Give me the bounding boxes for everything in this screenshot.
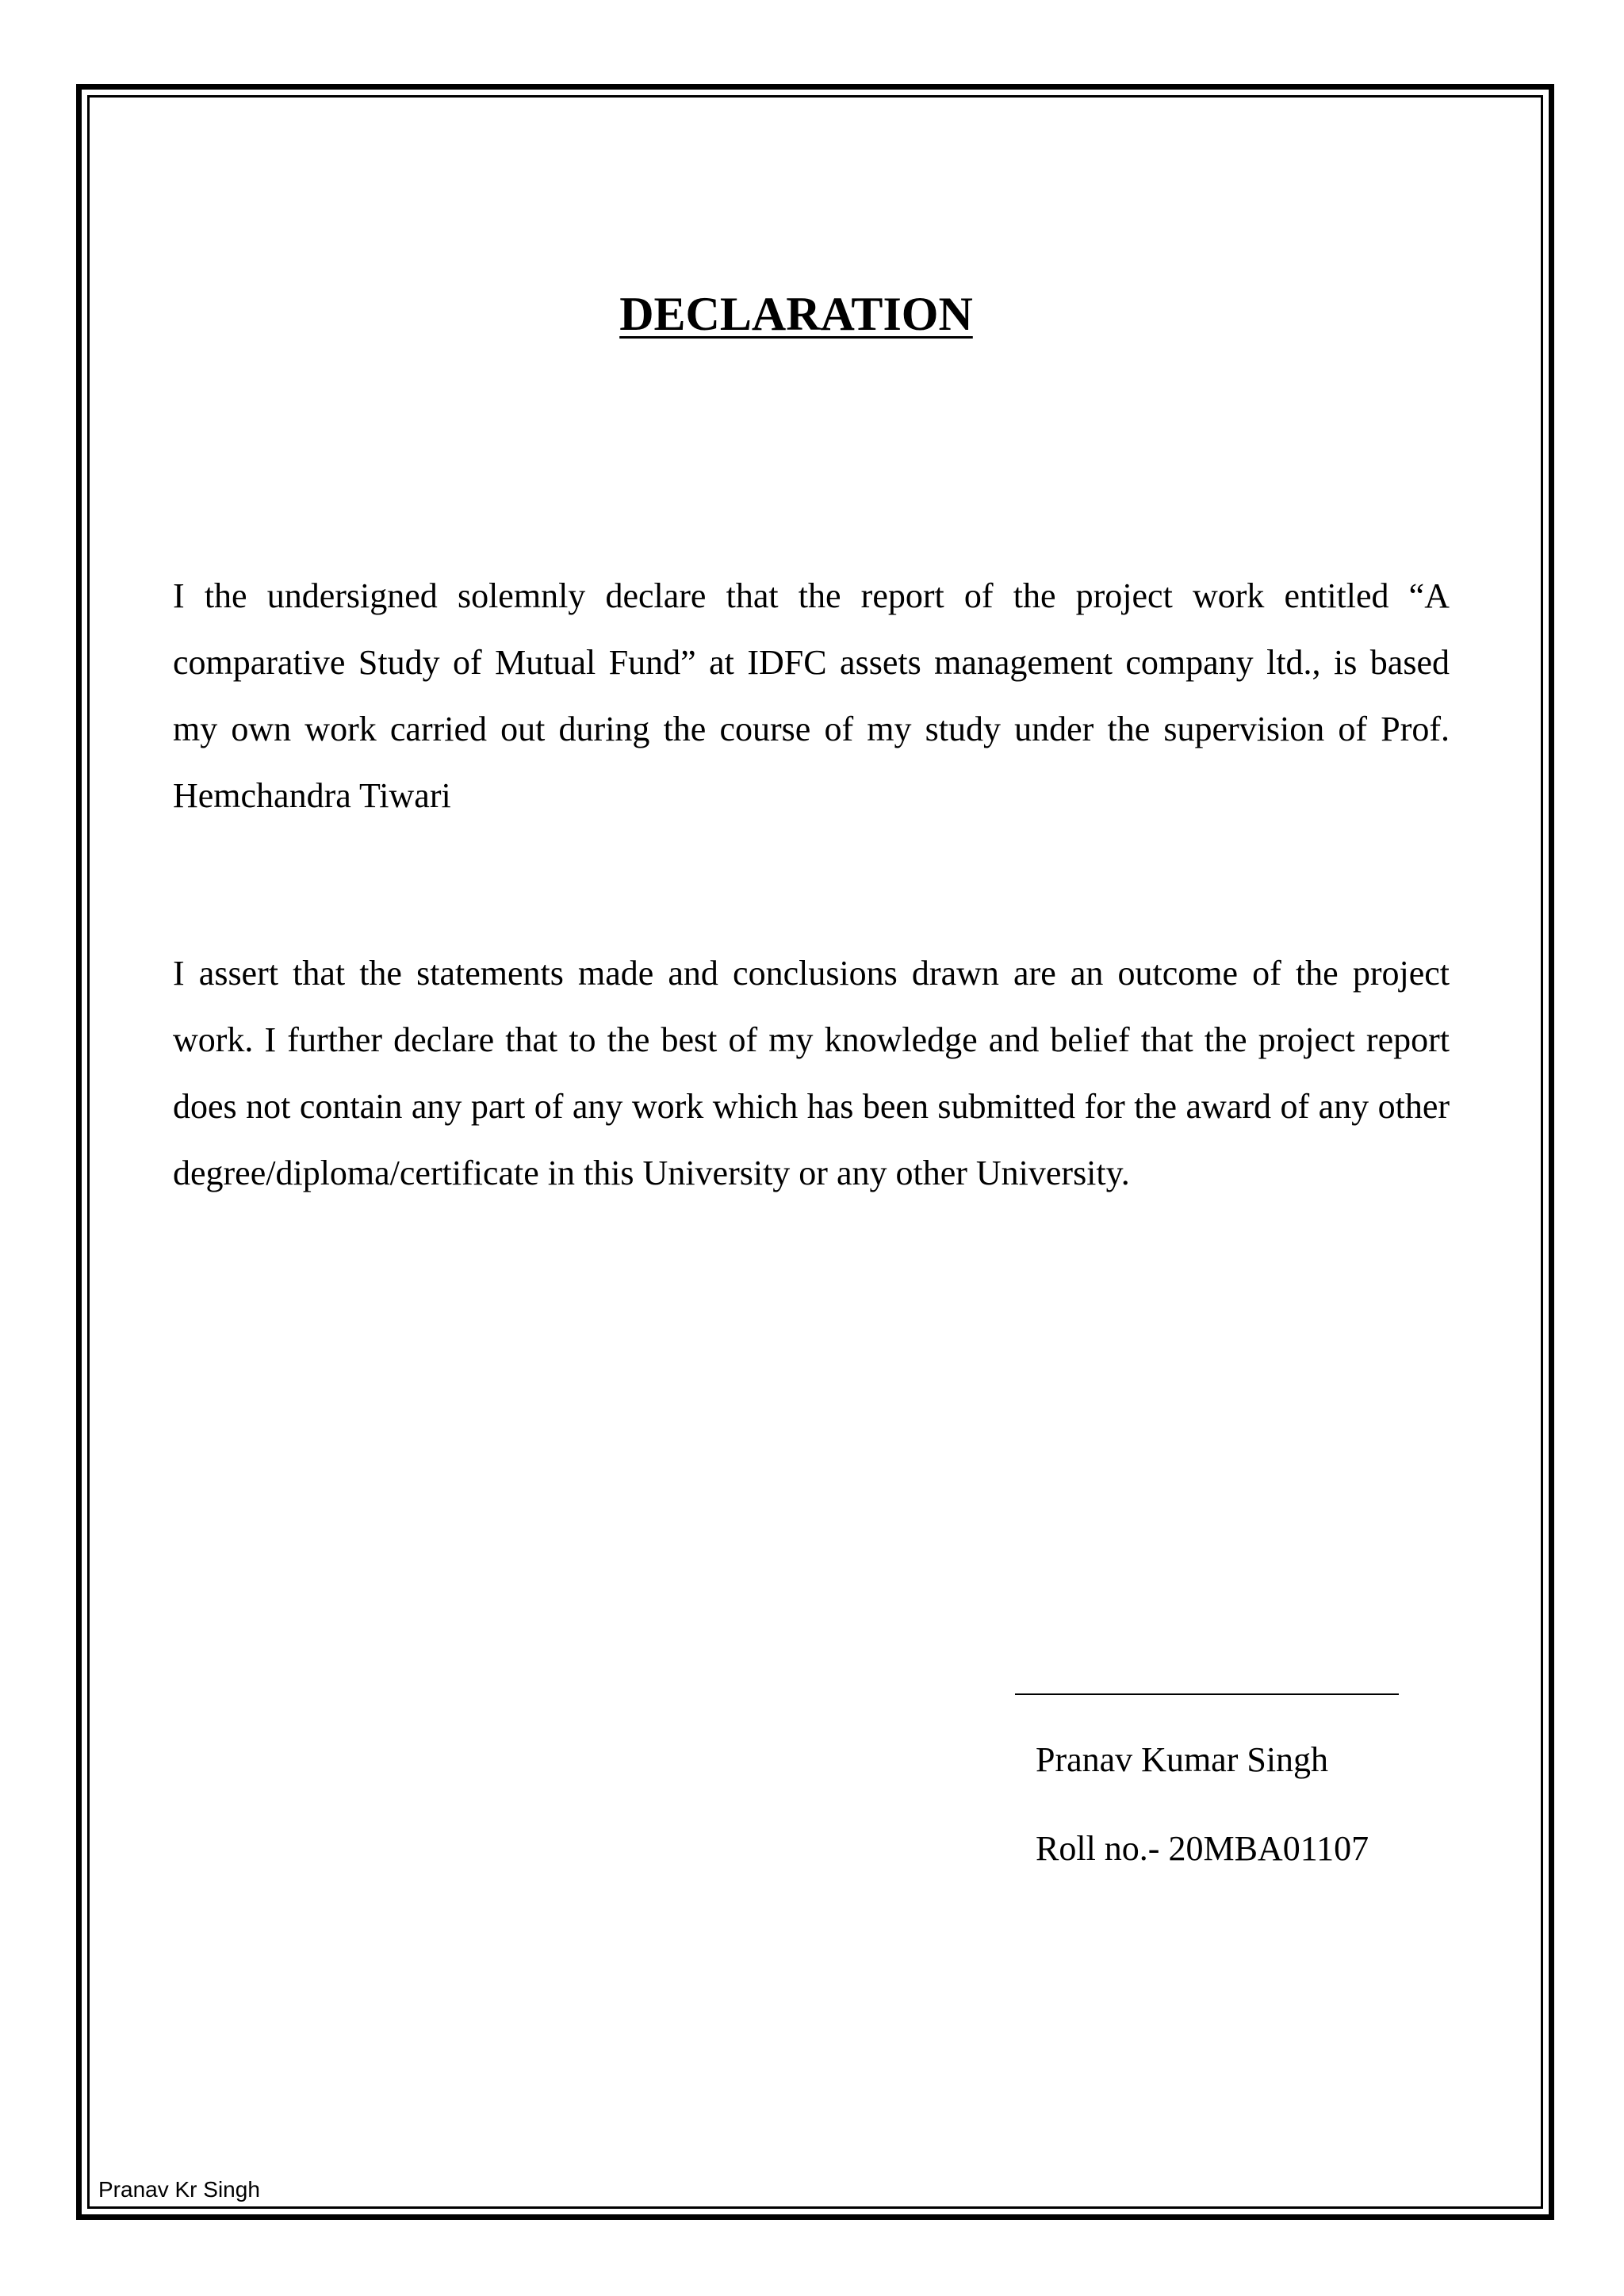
signatory-roll-number: Roll no.- 20MBA01107: [1036, 1829, 1369, 1868]
declaration-paragraph-1: I the undersigned solemnly declare that the report of the project work entitled “A comparative Study of Mutual Fund” at IDFC assets management company ltd., is based my own work carried out during the course of my study under the supervision of Prof. Hemchandra Tiwari: [173, 576, 1450, 815]
signatory-name: Pranav Kumar Singh: [1036, 1740, 1329, 1779]
page-title: DECLARATION: [619, 288, 973, 340]
page-footer: Pranav Kr Singh: [98, 2177, 260, 2202]
signature-line: [1015, 1693, 1399, 1695]
declaration-paragraph-2: I assert that the statements made and conclusions drawn are an outcome of the project work. I further declare that to the best of my knowledge and belief that the project report does not contain any part of any work which has been submitted for the award of any other degree/diploma/certificate in this University or any other University.: [173, 954, 1450, 1192]
